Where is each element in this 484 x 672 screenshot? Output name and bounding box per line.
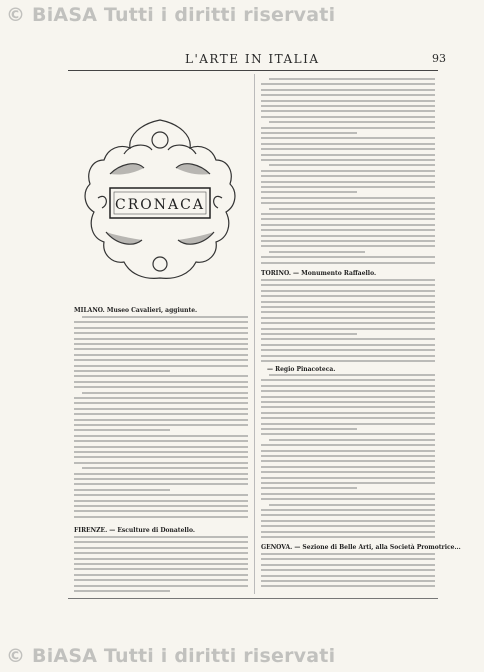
text-line — [261, 256, 435, 258]
text-line — [74, 446, 248, 448]
text-line — [261, 116, 435, 118]
text-line — [74, 397, 248, 399]
text-line — [74, 408, 248, 410]
text-line — [261, 406, 435, 408]
text-line — [74, 386, 248, 388]
text-line — [74, 574, 248, 576]
text-line — [269, 504, 435, 506]
text-line — [74, 505, 248, 507]
running-head — [0, 52, 484, 66]
watermark-top: © BiASA Tutti i diritti riservati — [6, 4, 336, 26]
text-line — [269, 374, 435, 376]
section-heading-milano: MILANO. Museo Cavalieri, aggiunte. — [74, 307, 198, 314]
text-line — [261, 385, 435, 387]
text-line — [261, 186, 435, 188]
text-line — [261, 455, 435, 457]
cronaca-ornament — [80, 114, 240, 292]
text-line — [261, 213, 435, 215]
text-line — [261, 379, 435, 381]
text-line — [261, 585, 435, 587]
section-heading-genova: GENOVA. — Sezione di Belle Arti, alla Società Promotrice... — [261, 544, 461, 551]
bottom-rule — [68, 598, 438, 599]
column-divider — [254, 74, 255, 594]
text-line — [261, 100, 435, 102]
text-line — [82, 392, 248, 394]
text-line — [261, 344, 435, 346]
text-line — [74, 563, 248, 565]
text-line — [261, 175, 435, 177]
text-line — [261, 229, 435, 231]
text-line — [261, 564, 435, 566]
text-line — [261, 569, 435, 571]
text-line — [261, 218, 435, 220]
text-line — [74, 440, 248, 442]
text-line — [74, 516, 248, 518]
text-line — [74, 500, 248, 502]
text-line — [261, 338, 435, 340]
text-line — [261, 295, 435, 297]
text-line — [261, 487, 357, 489]
text-line — [74, 419, 248, 421]
text-line — [74, 359, 248, 361]
text-line — [261, 558, 435, 560]
text-line — [261, 514, 435, 516]
text-line — [261, 148, 435, 150]
text-line — [261, 444, 435, 446]
text-line — [74, 552, 248, 554]
text-line — [261, 197, 435, 199]
text-line — [74, 424, 248, 426]
text-line — [269, 439, 435, 441]
text-line — [74, 483, 248, 485]
text-line — [74, 590, 170, 592]
text-line — [261, 482, 435, 484]
text-line — [82, 316, 248, 318]
text-line — [261, 477, 435, 479]
section-heading-torino: TORINO. — Monumento Raffaello. — [261, 270, 377, 277]
text-line — [261, 311, 435, 313]
text-line — [261, 245, 435, 247]
text-line — [261, 466, 435, 468]
text-line — [261, 170, 435, 172]
text-line — [261, 553, 435, 555]
page-number: 93 — [432, 52, 446, 65]
text-line — [74, 489, 170, 491]
right-column — [257, 74, 461, 594]
text-line — [269, 78, 435, 80]
text-line — [261, 360, 435, 362]
text-line — [261, 322, 435, 324]
text-line — [74, 451, 248, 453]
text-line — [261, 471, 435, 473]
text-line — [261, 181, 435, 183]
text-line — [261, 498, 435, 500]
text-line — [261, 143, 435, 145]
text-line — [261, 89, 435, 91]
text-line — [74, 456, 248, 458]
text-line — [261, 433, 435, 435]
text-line — [74, 568, 248, 570]
text-line — [74, 365, 248, 367]
text-line — [74, 558, 248, 560]
text-line — [261, 94, 435, 96]
text-line — [261, 412, 435, 414]
text-line — [261, 127, 435, 129]
text-line — [74, 348, 248, 350]
text-line — [261, 262, 435, 264]
left-column — [70, 74, 253, 594]
text-line — [74, 494, 248, 496]
text-line — [74, 579, 248, 581]
text-line — [261, 396, 435, 398]
text-line — [74, 375, 248, 377]
text-line — [261, 509, 435, 511]
section-heading-firenze: FIRENZE. — Esculture di Donatello. — [74, 527, 195, 534]
text-line — [261, 355, 435, 357]
cronaca-label: CRONACA — [115, 197, 205, 213]
text-line — [261, 110, 435, 112]
text-line — [261, 333, 357, 335]
text-line — [261, 493, 435, 495]
text-line — [261, 159, 435, 161]
text-line — [261, 290, 435, 292]
text-line — [261, 349, 435, 351]
page-title: L'ARTE IN ITALIA — [185, 52, 320, 66]
text-line — [261, 460, 435, 462]
text-line — [74, 338, 248, 340]
text-line — [261, 317, 435, 319]
text-line — [261, 536, 435, 538]
text-line — [261, 301, 435, 303]
text-line — [74, 510, 248, 512]
text-line — [261, 390, 435, 392]
text-line — [74, 332, 248, 334]
text-line — [74, 473, 248, 475]
text-line — [74, 402, 248, 404]
text-line — [261, 580, 435, 582]
text-line — [261, 279, 435, 281]
text-line — [74, 354, 248, 356]
text-line — [261, 531, 435, 533]
text-line — [261, 105, 435, 107]
text-line — [74, 429, 170, 431]
text-line — [261, 417, 435, 419]
header-rule — [68, 70, 438, 71]
text-line — [74, 321, 248, 323]
text-line — [261, 224, 435, 226]
text-line — [261, 450, 435, 452]
text-line — [74, 381, 248, 383]
text-line — [261, 235, 435, 237]
text-line — [261, 423, 435, 425]
text-line — [261, 428, 357, 430]
text-line — [261, 202, 435, 204]
text-line — [74, 435, 248, 437]
text-line — [269, 251, 365, 253]
text-line — [74, 585, 248, 587]
text-line — [74, 413, 248, 415]
text-line — [74, 541, 248, 543]
text-line — [261, 520, 435, 522]
text-line — [74, 462, 248, 464]
text-line — [261, 575, 435, 577]
text-line — [74, 536, 248, 538]
text-line — [74, 327, 248, 329]
text-line — [74, 478, 248, 480]
text-line — [261, 401, 435, 403]
text-line — [74, 547, 248, 549]
text-line — [74, 343, 248, 345]
text-line — [269, 208, 435, 210]
text-line — [82, 467, 248, 469]
text-line — [261, 83, 435, 85]
text-line — [261, 132, 357, 134]
section-heading-pinacoteca: — Regio Pinacoteca. — [267, 366, 336, 373]
text-line — [261, 525, 435, 527]
text-line — [269, 164, 435, 166]
text-line — [261, 191, 357, 193]
watermark-bottom: © BiASA Tutti i diritti riservati — [6, 645, 336, 667]
text-line — [261, 240, 435, 242]
text-line — [261, 137, 435, 139]
text-line — [261, 306, 435, 308]
text-line — [74, 370, 170, 372]
text-line — [261, 284, 435, 286]
text-line — [269, 121, 435, 123]
text-line — [261, 154, 435, 156]
text-line — [261, 328, 435, 330]
